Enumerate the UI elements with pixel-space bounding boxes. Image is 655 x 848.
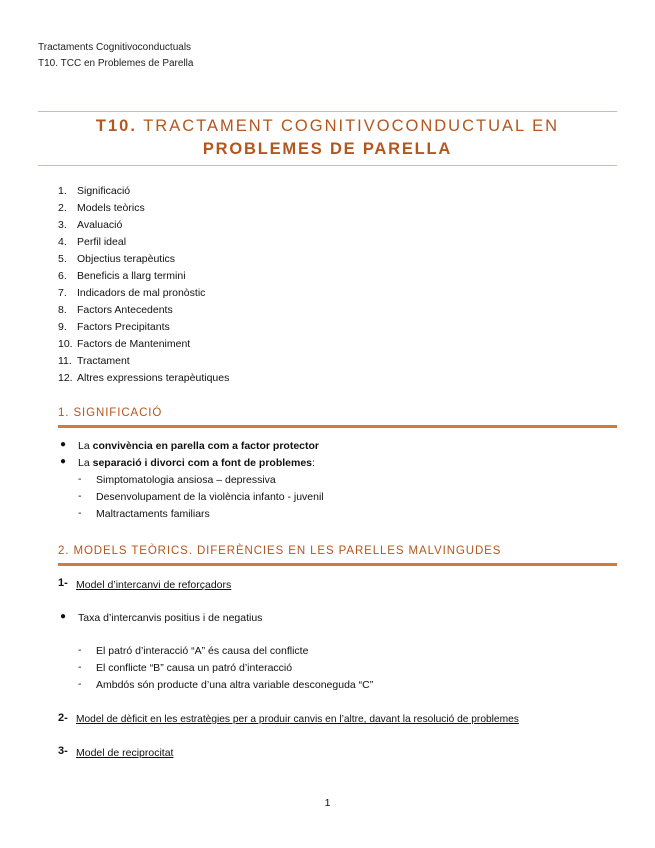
toc-item: 7. Indicadors de mal pronòstic bbox=[58, 287, 206, 299]
title-line-2: PROBLEMES DE PARELLA bbox=[202, 140, 453, 158]
toc-item: 6. Beneficis a llarg termini bbox=[58, 270, 186, 282]
bullet-icon: ● bbox=[60, 456, 67, 467]
model-3-title: Model de reciprocitat bbox=[76, 747, 174, 759]
bullet-icon: ● bbox=[60, 439, 67, 450]
section-2-dash-1: El patró d’interacció “A” és causa del conflicte bbox=[96, 645, 309, 657]
header-line-1: Tractaments Cognitivoconductuals bbox=[38, 42, 192, 53]
dash-icon: - bbox=[78, 678, 82, 690]
toc-item: 5. Objectius terapèutics bbox=[58, 253, 176, 265]
page-number: 1 bbox=[324, 797, 331, 809]
section-2-rule bbox=[58, 563, 617, 566]
dash-icon: - bbox=[78, 644, 82, 656]
model-1-number: 1- bbox=[58, 577, 68, 589]
running-header bbox=[38, 40, 193, 72]
model-3-number: 3- bbox=[58, 745, 68, 757]
section-2-dash-2: El conflicte “B” causa un patró d’interacció bbox=[96, 662, 293, 674]
table-of-contents bbox=[58, 183, 229, 387]
section-1-bullet-2: La separació i divorci com a font de problemes: bbox=[78, 457, 315, 469]
title-top-rule bbox=[38, 111, 617, 112]
dash-icon: - bbox=[78, 473, 82, 485]
dash-icon: - bbox=[78, 661, 82, 673]
section-1-heading: 1. SIGNIFICACIÓ bbox=[58, 407, 163, 419]
model-1-title: Model d’intercanvi de reforçadors bbox=[76, 579, 232, 591]
section-1-dash-3: Maltractaments familiars bbox=[96, 508, 210, 520]
document-title bbox=[38, 115, 617, 161]
toc-item: 1. Significació bbox=[58, 185, 131, 197]
dash-icon: - bbox=[78, 507, 82, 519]
section-1-rule bbox=[58, 425, 617, 428]
toc-item: 3. Avaluació bbox=[58, 219, 123, 231]
title-bottom-rule bbox=[38, 165, 617, 166]
section-1-dash-2: Desenvolupament de la violència infanto - juvenil bbox=[96, 491, 324, 503]
section-2-bullet: Taxa d’intercanvis positius i de negatius bbox=[78, 612, 263, 624]
model-2-number: 2- bbox=[58, 712, 68, 724]
toc-item: 12. Altres expressions terapèutiques bbox=[58, 372, 230, 384]
title-line-1: TRACTAMENT COGNITIVOCONDUCTUAL EN bbox=[136, 117, 560, 135]
toc-item: 9. Factors Precipitants bbox=[58, 321, 170, 333]
toc-item: 10. Factors de Manteniment bbox=[58, 338, 191, 350]
toc-item: 2. Models teòrics bbox=[58, 202, 145, 214]
bullet-icon: ● bbox=[60, 611, 67, 622]
section-1-bullet-1: La convivència en parella com a factor protector bbox=[78, 440, 320, 452]
model-2-title: Model de dèficit en les estratègies per a produir canvis en l’altre, davant la resolució de problemes bbox=[76, 714, 519, 725]
toc-item: 4. Perfil ideal bbox=[58, 236, 127, 248]
dash-icon: - bbox=[78, 490, 82, 502]
toc-item: 11. Tractament bbox=[58, 355, 130, 367]
title-number: T10. bbox=[95, 117, 137, 135]
section-1-dash-1: Simptomatologia ansiosa – depressiva bbox=[96, 474, 276, 486]
section-2-dash-3: Ambdós són producte d’una altra variable desconeguda “C” bbox=[96, 679, 374, 691]
toc-item: 8. Factors Antecedents bbox=[58, 304, 173, 316]
header-line-2: T10. TCC en Problemes de Parella bbox=[38, 58, 194, 69]
section-2-heading: 2. MODELS TEÒRICS. DIFERÈNCIES EN LES PARELLES MALVINGUDES bbox=[58, 545, 502, 557]
